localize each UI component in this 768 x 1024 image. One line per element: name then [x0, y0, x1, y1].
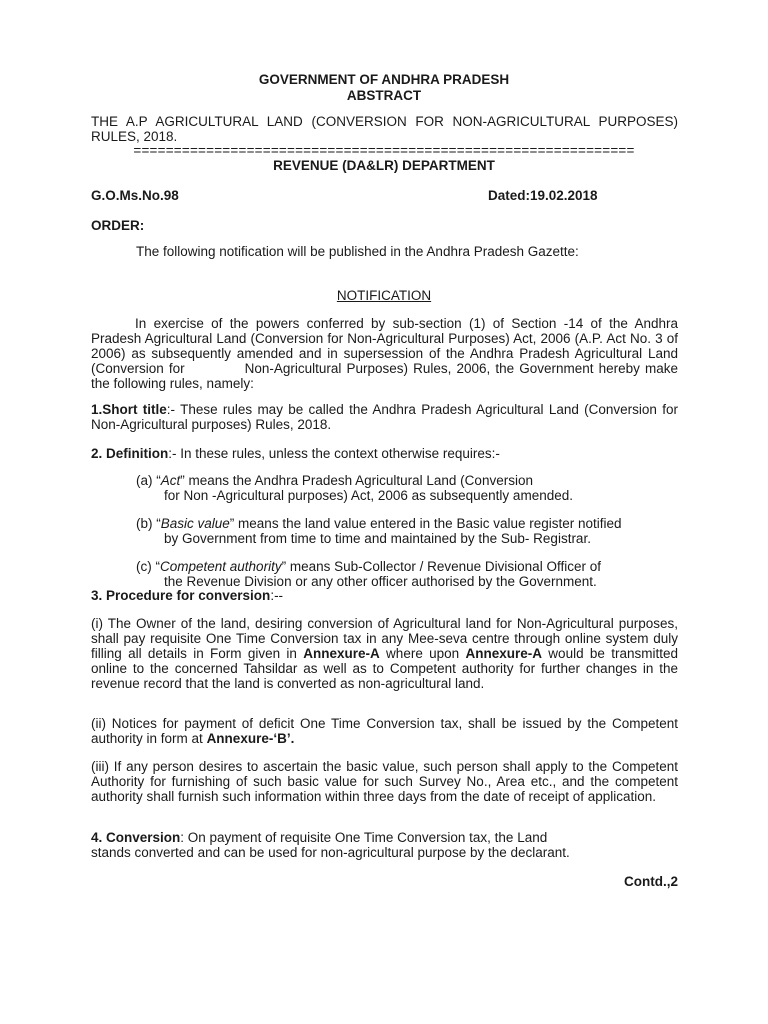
separator-line: ==============================================================	[133, 143, 635, 158]
section2-text: :- In these rules, unless the context otherwise requires:-	[168, 446, 500, 461]
government-heading: GOVERNMENT OF ANDHRA PRADESH	[258, 72, 510, 87]
section-conversion	[91, 830, 678, 860]
section1-text: :- These rules may be called the Andhra Pradesh Agricultural Land (Conversion for Non-Agricultural purposes) Rules, 2018.	[91, 402, 678, 432]
procedure-para-i	[91, 616, 678, 691]
definition-label: (c) “	[136, 559, 160, 574]
procedure-para-ii	[91, 716, 678, 746]
continued-marker: Contd.,2	[624, 874, 678, 889]
section3-text: :--	[270, 588, 284, 603]
notification-heading: NOTIFICATION	[336, 288, 432, 303]
section3-heading: 3. Procedure for conversion	[91, 588, 271, 603]
definition-term: Basic value	[160, 516, 230, 531]
definition-term: Competent authority	[160, 559, 282, 574]
section-definition	[91, 446, 678, 461]
order-label: ORDER:	[91, 218, 145, 233]
annexure-a-ref: Annexure-A	[303, 646, 380, 661]
definition-text: ” means Sub-Collector / Revenue Divisional Officer of	[281, 559, 601, 574]
definition-text: ” means the land value entered in the Basic value register notified	[229, 516, 622, 531]
abstract-heading: ABSTRACT	[346, 88, 422, 103]
section-short-title	[91, 402, 678, 432]
definition-continuation: by Government from time to time and maintained by the Sub- Registrar.	[164, 531, 591, 546]
section4-line2: stands converted and can be used for non-agricultural purpose by the declarant.	[91, 845, 570, 860]
section2-heading: 2. Definition	[91, 446, 169, 461]
para-ii-text: (ii) Notices for payment of deficit One Time Conversion tax, shall be issued by the Competent authority in form at	[91, 716, 678, 746]
annexure-b-ref: Annexure-‘B’.	[206, 731, 295, 746]
definition-continuation: for Non -Agricultural purposes) Act, 2006 as subsequently amended.	[164, 488, 573, 503]
procedure-para-iii: (iii) If any person desires to ascertain the basic value, such person shall apply to the Competent Authority for furnishing of such basic value for such Survey No., Area etc., and the competent authority shall furnish such information within three days from the date of receipt of application.	[91, 759, 678, 804]
preamble-part1: In exercise of the powers conferred by sub-section (1) of Section -14 of the Andhra Pradesh Agricultural Land (Conversion for Non-Agricultural Purposes) Act, 2006 (A.P. Act No. 3 of 2006) as subsequently amended and in supersession of the Andhra Pradesh Agricultural Land (Conversion for	[91, 316, 678, 376]
go-number: G.O.Ms.No.98	[91, 188, 179, 203]
definition-label: (b) “	[136, 516, 161, 531]
para-i-text: where upon	[379, 646, 466, 661]
rules-title: THE A.P AGRICULTURAL LAND (CONVERSION FOR NON-AGRICULTURAL PURPOSES) RULES, 2018.	[91, 114, 678, 144]
definition-label: (a) “	[136, 473, 161, 488]
annexure-a-ref: Annexure-A	[465, 646, 542, 661]
definition-continuation: the Revenue Division or any other officer authorised by the Government.	[164, 574, 597, 589]
definition-text: ” means the Andhra Pradesh Agricultural Land (Conversion	[180, 473, 533, 488]
go-date: Dated:19.02.2018	[488, 188, 598, 203]
section1-heading: 1.Short title	[91, 402, 167, 417]
intro-text: The following notification will be published in the Andhra Pradesh Gazette:	[136, 244, 579, 259]
definition-item-c	[136, 559, 678, 589]
definition-item-b	[136, 516, 678, 546]
para-i-text: (i) The Owner of the land, desiring conversion of Agricultural land for Non-Agricultural purposes, shall pay requisite One Time Conversion tax in any Mee-seva centre through online system duly filling all details in Form given in	[91, 616, 678, 661]
para-i-text: would be transmitted online to the concerned Tahsildar as well as to Competent authority for further changes in the revenue record that the land is converted as non-agricultural land.	[91, 646, 678, 691]
definition-term: Act	[160, 473, 181, 488]
section4-line1: : On payment of requisite One Time Conversion tax, the Land	[180, 830, 548, 845]
department-heading: REVENUE (DA&LR) DEPARTMENT	[273, 158, 495, 173]
definition-item-a	[136, 473, 678, 503]
section4-heading: 4. Conversion	[91, 830, 181, 845]
preamble-paragraph	[91, 316, 678, 391]
preamble-part2: Non-Agricultural Purposes) Rules, 2006, the Government hereby make the following rules, namely:	[91, 361, 678, 391]
section-procedure	[91, 588, 678, 603]
